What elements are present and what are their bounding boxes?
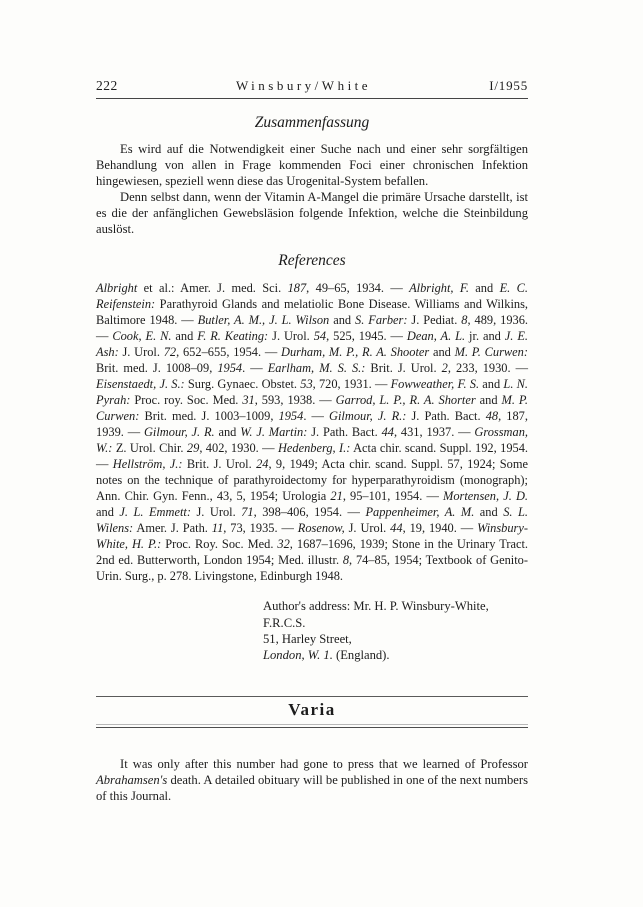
varia-paragraph: It was only after this number had gone to press that we learned of Professor Abrahamsen's death. A detailed obituary will be published in one of the next numbers of this Journal. — [96, 757, 528, 804]
summary-paragraph: Es wird auf die Notwendigkeit einer Suche nach und einer sehr sorgfältigen Behandlung von allen in Frage kommenden Foci einer chronischen Infektion hingewiesen, speziell wenn diese das Urogenital-System befallen. — [96, 142, 528, 188]
page-number: 222 — [96, 78, 118, 93]
issue-label: I/1955 — [489, 78, 528, 93]
running-title: Winsbury/White — [235, 78, 372, 93]
address-line: Author's address: Mr. H. P. Winsbury-White, F.R.C.S. — [263, 599, 489, 630]
address-line: 51, Harley Street, — [263, 631, 352, 646]
references-body: Albright et al.: Amer. J. med. Sci. 187, 49–65, 1934. — Albright, F. and E. C. Reifenstein: Parathyroid Glands and melatiolic Bone Disease. Williams and Wilkins, Baltimore 1948. — Butler, A. M., J. L. Wilson and S. Farber: J. Pediat. 8, 489, 1936. — Cook, E. N. and F. R. Keating: J. Urol. 54, 525, 1945. — Dean, A. L. jr. and J. E. Ash: J. Urol. 72, 652–655, 1954. — Durham, M. P., R. A. Shooter and M. P. Curwen: Brit. med. J. 1008–09, 1954. — Earlham, M. S. S.: Brit. J. Urol. 2, 233, 1930. — Eisenstaedt, J. S.: Surg. Gynaec. Obstet. 53, 720, 1931. — Fowweather, F. S. and L. N. Pyrah: Proc. roy. Soc. Med. 31, 593, 1938. — Garrod, L. P., R. A. Shorter and M. P. Curwen: Brit. med. J. 1003–1009, 1954. — Gilmour, J. R.: J. Path. Bact. 48, 187, 1939. — Gilmour, J. R. and W. J. Martin: J. Path. Bact. 44, 431, 1937. — Grossman, W.: Z. Urol. Chir. 29, 402, 1930. — Hedenberg, I.: Acta chir. scand. Suppl. 192, 1954. — Hellström, J.: Brit. J. Urol. 24, 9, 1949; Acta chir. scand. Suppl. 57, 1924; Some notes on the technique of parathyroidectomy for hyperparathyroidism (monograph); Ann. Chir. Gyn. Fenn., 43, 5, 1954; Urologia 21, 95–101, 1954. — Mortensen, J. D. and J. L. Emmett: J. Urol. 71, 398–406, 1954. — Pappenheimer, A. M. and S. L. Wilens: Amer. J. Path. 11, 73, 1935. — Rosenow, J. Urol. 44, 19, 1940. — Winsbury-White, H. P.: Proc. Roy. Soc. Med. 32, 1687–1696, 1939; Stone in the Urinary Tract. 2nd ed. Butterworth, London 1954; Med. illustr. 8, 74–85, 1954; Textbook of Genito-Urin. Surg., p. 278. Livingstone, Edinburgh 1948. — [96, 281, 529, 584]
summary-heading: Zusammenfassung — [254, 114, 370, 131]
varia-heading: Varia — [288, 700, 336, 720]
author-address — [263, 598, 528, 663]
varia-section — [96, 696, 528, 805]
page-column — [96, 0, 528, 805]
summary-paragraph: Denn selbst dann, wenn der Vitamin A-Mangel die primäre Ursache darstellt, ist es die der anfänglichen Gewebsläsion folgende Infektion, welche die Steinbildung auslöst. — [96, 189, 528, 236]
running-header — [96, 78, 528, 99]
references-heading: References — [278, 252, 346, 270]
address-line: London, W. 1. (England). — [263, 648, 390, 663]
varia-bottom-rule — [96, 724, 528, 728]
